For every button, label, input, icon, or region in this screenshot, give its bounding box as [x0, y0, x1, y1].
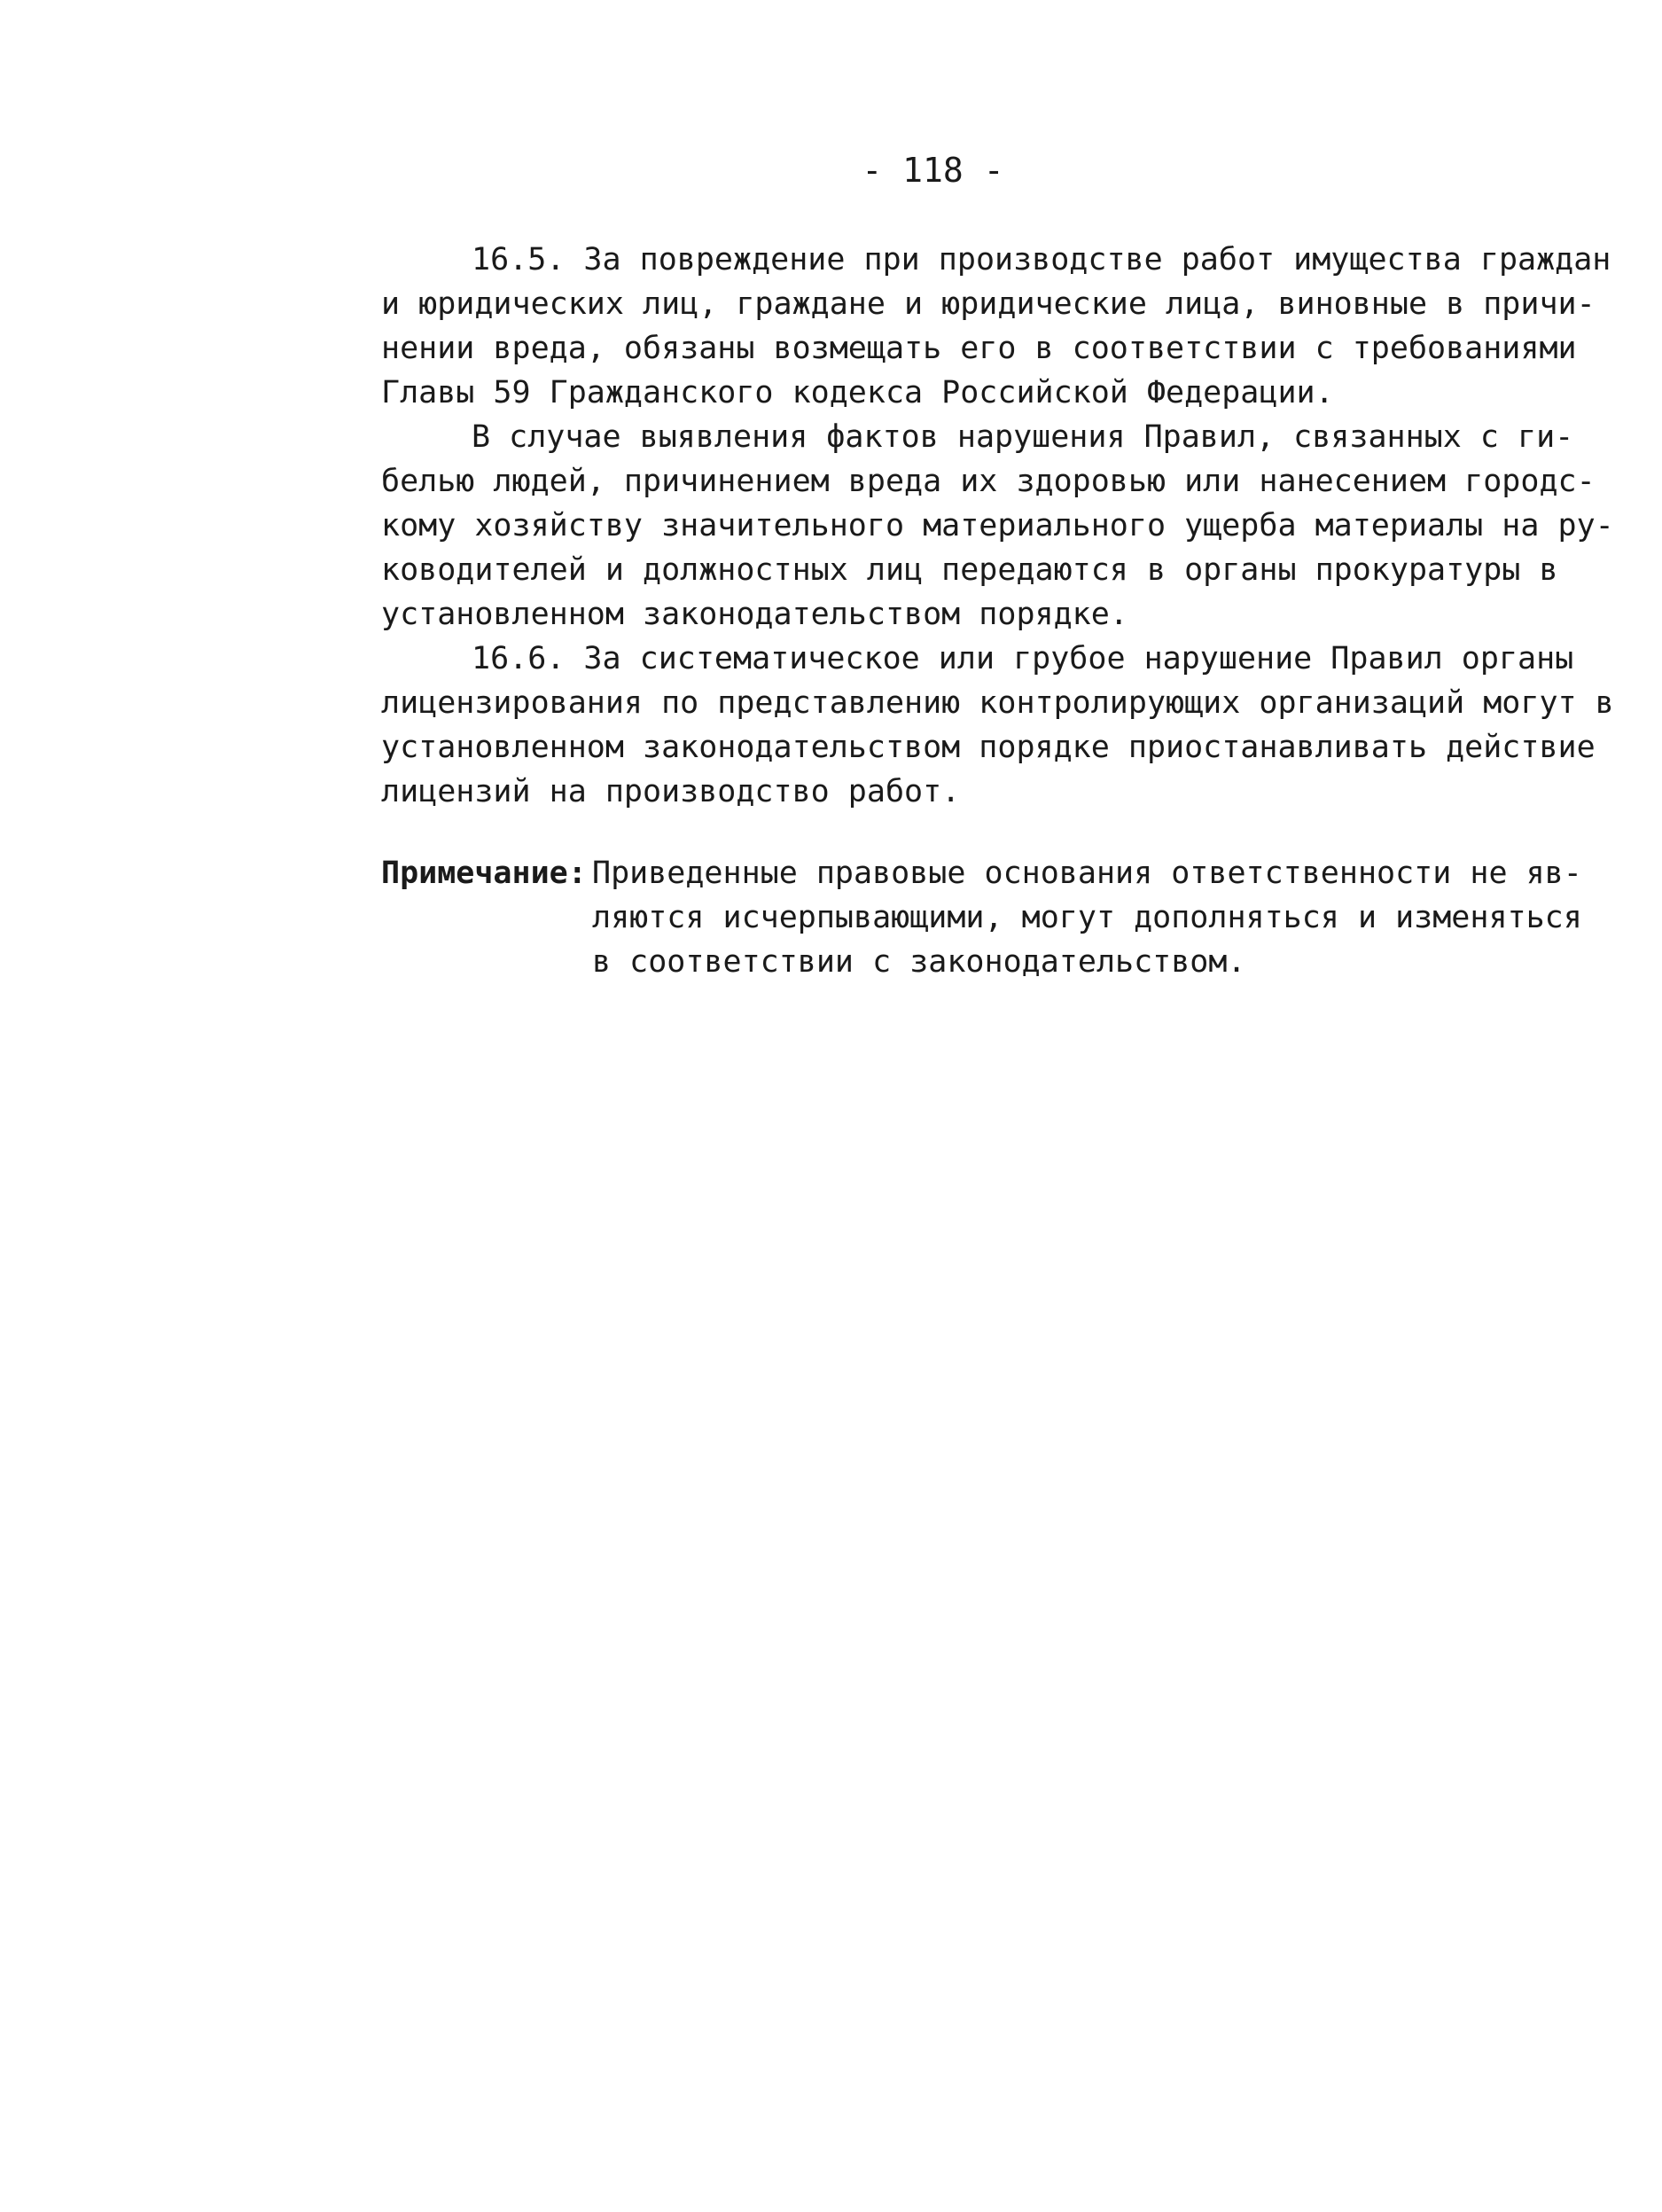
page-number: - 118 -	[862, 151, 1004, 190]
note-label: Примечание:	[381, 856, 587, 891]
text-line: лицензирования по представлению контролирующих организаций могут в	[381, 685, 1614, 721]
text-line: в соответствии с законодательством.	[592, 944, 1246, 980]
text-line: Главы 59 Гражданского кодекса Российской Федерации.	[381, 375, 1334, 410]
text-line: 16.5. За повреждение при производстве работ имущества граждан	[472, 242, 1611, 277]
paragraph-16-5	[381, 238, 1611, 415]
document-body	[381, 238, 1614, 814]
paragraph-16-6	[381, 637, 1614, 814]
text-line: нении вреда, обязаны возмещать его в соответствии с требованиями	[381, 331, 1577, 366]
text-line: и юридических лиц, граждане и юридические лица, виновные в причи-	[381, 286, 1596, 322]
text-line: белью людей, причинением вреда их здоровью или нанесением городс-	[381, 464, 1596, 499]
text-line: Приведенные правовые основания ответственности не яв-	[592, 856, 1582, 891]
paragraph-violations	[381, 415, 1614, 637]
text-line: 16.6. За систематическое или грубое нарушение Правил органы	[472, 641, 1574, 676]
text-line: лицензий на производство работ.	[381, 774, 961, 809]
text-line: кому хозяйству значительного материального ущерба материалы на ру-	[381, 508, 1614, 543]
text-line: установленном законодательством порядке приостанавливать действие	[381, 730, 1596, 765]
note-block	[381, 851, 1582, 984]
text-line: ководителей и должностных лиц передаются в органы прокуратуры в	[381, 552, 1558, 588]
text-line: ляются исчерпывающими, могут дополняться и изменяться	[592, 900, 1582, 935]
note-text	[592, 851, 1582, 984]
text-line: установленном законодательством порядке.	[381, 597, 1128, 632]
text-line: В случае выявления фактов нарушения Правил, связанных с ги-	[472, 419, 1574, 455]
